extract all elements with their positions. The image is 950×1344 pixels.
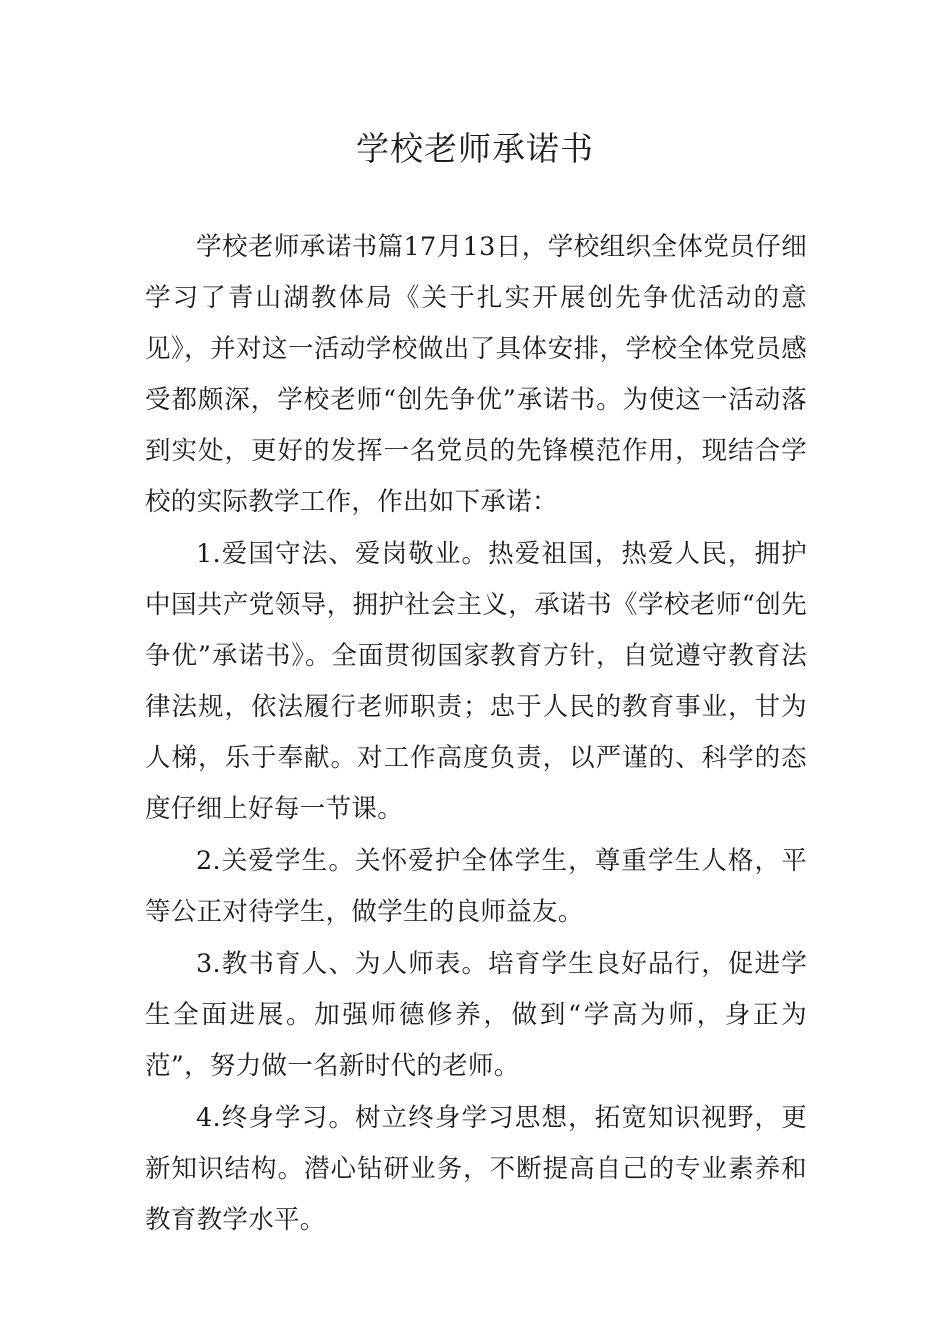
commitment-item-1: 1.爱国守法、爱岗敬业。热爱祖国，热爱人民，拥护中国共产党领导，拥护社会主义，承诺书《学校老师“创先争优”承诺书》。全面贯彻国家教育方针，自觉遵守教育法律法规，依法履行老师职责；忠于人民的教育事业，甘为人梯，乐于奉献。对工作高度负责，以严谨的、科学的态度仔细上好每一节课。 [145,539,807,824]
commitment-item-2: 2.关爱学生。关怀爱护全体学生，尊重学生人格，平等公正对待学生，做学生的良师益友。 [145,846,807,927]
intro-paragraph: 学校老师承诺书篇17月13日，学校组织全体党员仔细学习了青山湖教体局《关于扎实开展创先争优活动的意见》，并对这一活动学校做出了具体安排，学校全体党员感受都颇深，学校老师“创先争优”承诺书。为使这一活动落到实处，更好的发挥一名党员的先锋模范作用，现结合学校的实际教学工作，作出如下承诺： [145,232,807,517]
document-title: 学校老师承诺书 [356,129,594,168]
document-body [145,222,807,1247]
commitment-item-3: 3.教书育人、为人师表。培育学生良好品行，促进学生全面进展。加强师德修养，做到“学高为师，身正为范”，努力做一名新时代的老师。 [145,949,807,1081]
commitment-item-4: 4.终身学习。树立终身学习思想，拓宽知识视野，更新知识结构。潜心钻研业务，不断提高自己的专业素养和教育教学水平。 [145,1103,807,1235]
